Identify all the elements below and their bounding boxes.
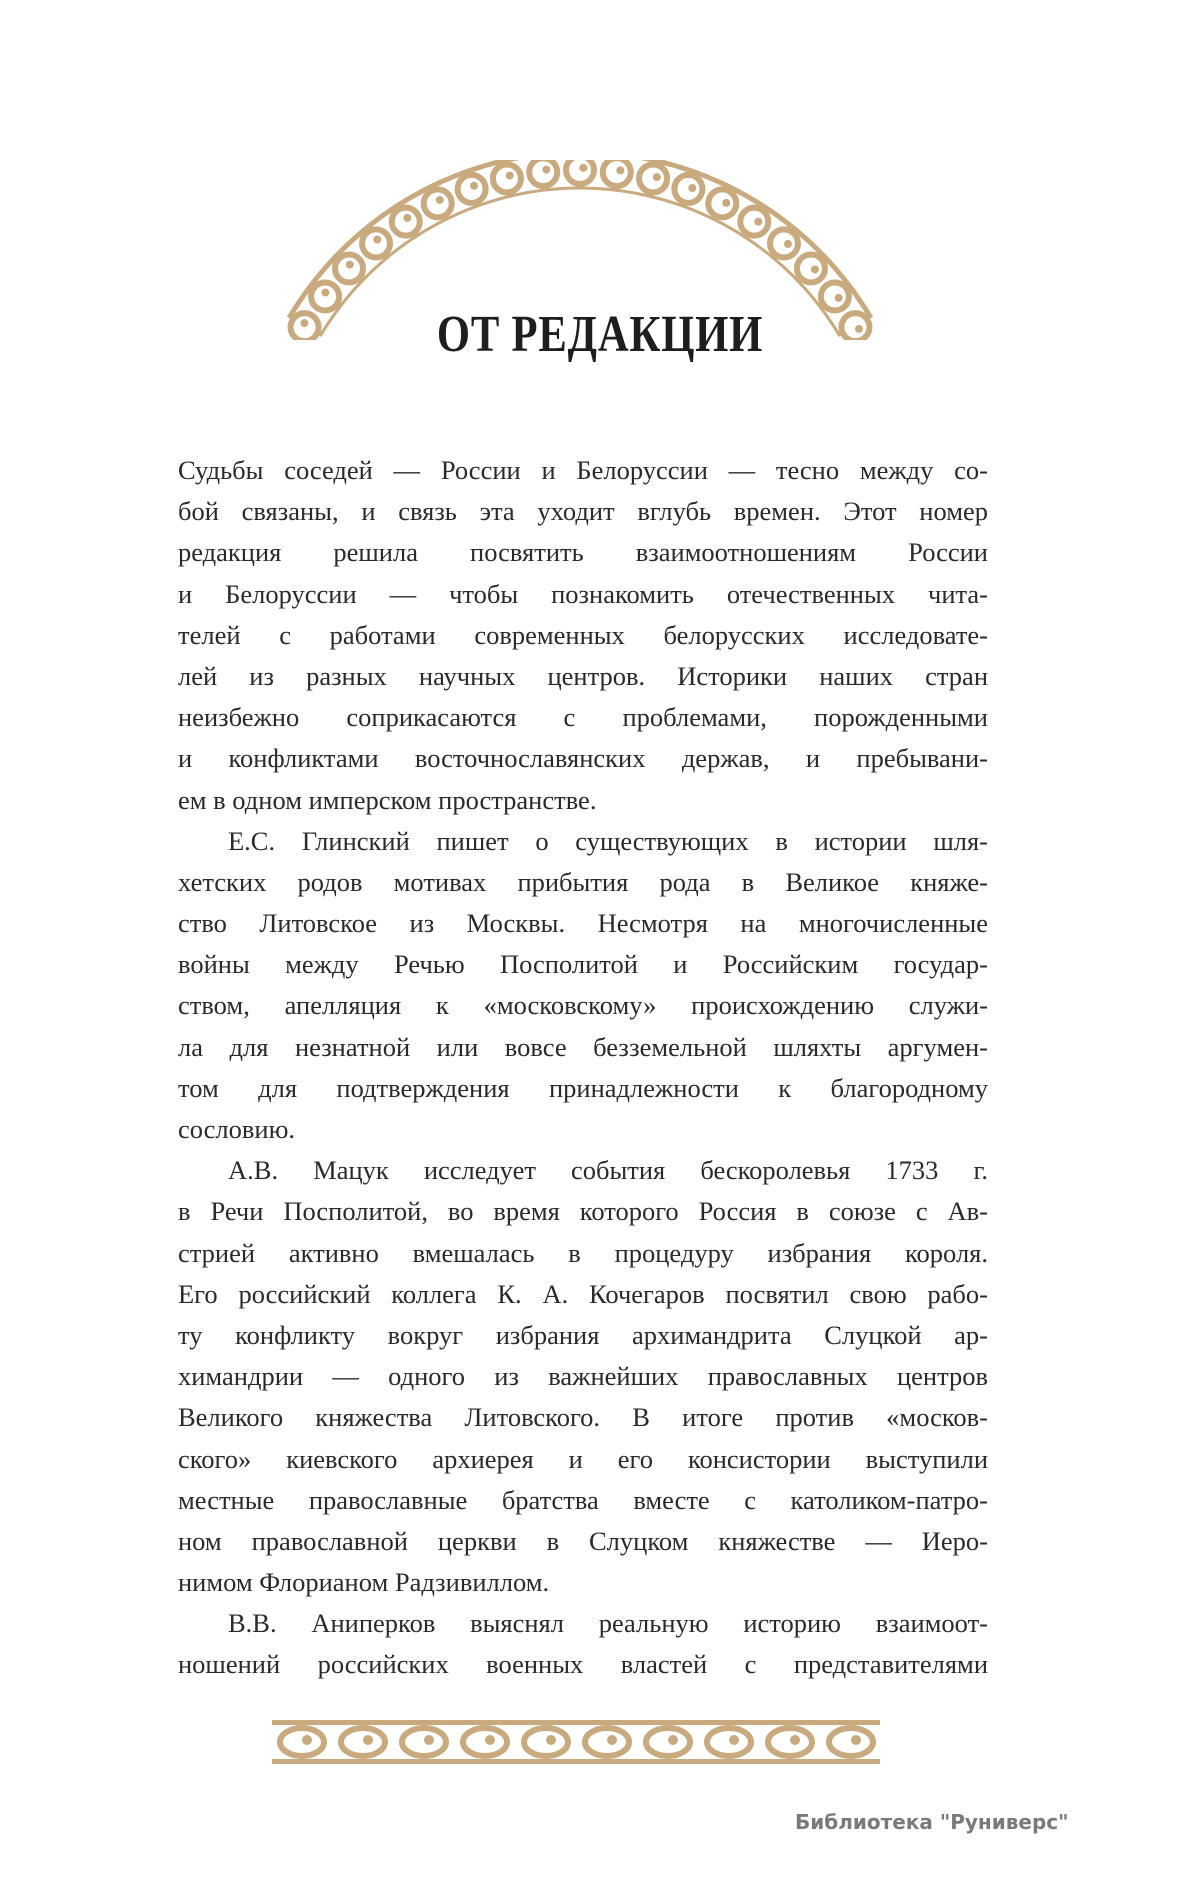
scroll-motif	[707, 1728, 751, 1756]
text-line: редакция решила посвятить взаимоотношениям России	[178, 537, 988, 568]
scroll-motif	[740, 208, 768, 236]
body-text	[178, 450, 988, 1686]
text-line: сословию.	[178, 1114, 296, 1144]
text-line: войны между Речью Посполитой и Российским государ-	[178, 949, 988, 980]
scroll-motif	[335, 255, 363, 283]
text-line: неизбежно соприкасаются с проблемами, порожденными	[178, 702, 988, 733]
scroll-motif	[341, 1728, 385, 1756]
scroll-motif	[392, 208, 420, 236]
scroll-motif	[585, 1728, 629, 1756]
scroll-motif	[529, 160, 557, 186]
text-line: и Белоруссии — чтобы познакомить отечественных чита-	[178, 578, 988, 609]
text-line: Е.С. Глинский пишет о существующих в истории шля-	[228, 825, 988, 856]
text-line: местные православные братства вместе с католиком-патро-	[178, 1484, 988, 1515]
text-line: химандрии — одного из важнейших православных центров	[178, 1361, 988, 1392]
text-line: В.В. Аниперков выяснял реальную историю взаимоот-	[228, 1608, 988, 1639]
text-line: ла для незнатной или вовсе безземельной шляхты аргумен-	[178, 1031, 988, 1062]
scroll-motif	[646, 1728, 690, 1756]
scroll-motif	[603, 160, 631, 186]
text-line: ном православной церкви в Слуцком княжестве — Иеро-	[178, 1525, 988, 1556]
scroll-motif	[639, 164, 667, 192]
text-line: ского» киевского архиерея и его консистории выступили	[178, 1443, 988, 1474]
scroll-motif	[708, 189, 736, 217]
scroll-motif	[770, 229, 798, 257]
scroll-motif	[362, 229, 390, 257]
scroll-motif	[280, 1728, 324, 1756]
scroll-motif	[463, 1728, 507, 1756]
text-line: ство Литовское из Москвы. Несмотря на многочисленные	[178, 908, 988, 939]
scroll-motif	[402, 1728, 446, 1756]
scroll-motif	[424, 189, 452, 217]
text-line: телей с работами современных белорусских исследовате-	[178, 619, 988, 650]
bottom-band-ornament	[272, 1716, 880, 1768]
text-line: в Речи Посполитой, во время которого Россия в союзе с Ав-	[178, 1196, 988, 1227]
text-line: хетских родов мотивах прибытия рода в Великое княже-	[178, 866, 988, 897]
scroll-motif	[797, 255, 825, 283]
text-line: ством, апелляция к «московскому» происхождению служи-	[178, 990, 988, 1021]
text-line: лей из разных научных центров. Историки наших стран	[178, 660, 988, 691]
page-title: ОТ РЕДАКЦИИ	[436, 306, 764, 363]
text-line: нимом Флорианом Радзивиллом.	[178, 1567, 550, 1598]
text-line: стрией активно вмешалась в процедуру избрания короля.	[178, 1237, 988, 1268]
text-line: А.В. Мацук исследует события бескоролевья 1733 г.	[228, 1155, 988, 1186]
text-line: бой связаны, и связь эта уходит вглубь времен. Этот номер	[178, 496, 988, 527]
scroll-motif	[768, 1728, 812, 1756]
text-line: Великого княжества Литовского. В итоге против «москов-	[178, 1402, 988, 1433]
text-line: ту конфликту вокруг избрания архимандрита Слуцкой ар-	[178, 1319, 988, 1350]
text-line: том для подтверждения принадлежности к благородному	[178, 1072, 988, 1103]
text-line: ношений российских военных властей с представителями	[178, 1649, 988, 1680]
text-line: ем в одном имперском пространстве.	[178, 784, 597, 815]
scroll-motif	[493, 164, 521, 192]
scroll-motif	[674, 175, 702, 203]
scroll-motif	[524, 1728, 568, 1756]
scroll-motif	[458, 175, 486, 203]
scroll-motif	[566, 160, 594, 184]
text-line: Судьбы соседей — России и Белоруссии — тесно между со-	[178, 455, 988, 485]
scroll-motif	[829, 1728, 873, 1756]
text-line: Его российский коллега К. А. Кочегаров посвятил свою рабо-	[178, 1278, 988, 1309]
library-watermark: Библиотека "Руниверс"	[795, 1810, 1069, 1834]
text-line: и конфликтами восточнославянских держав, и пребывани-	[178, 743, 988, 774]
